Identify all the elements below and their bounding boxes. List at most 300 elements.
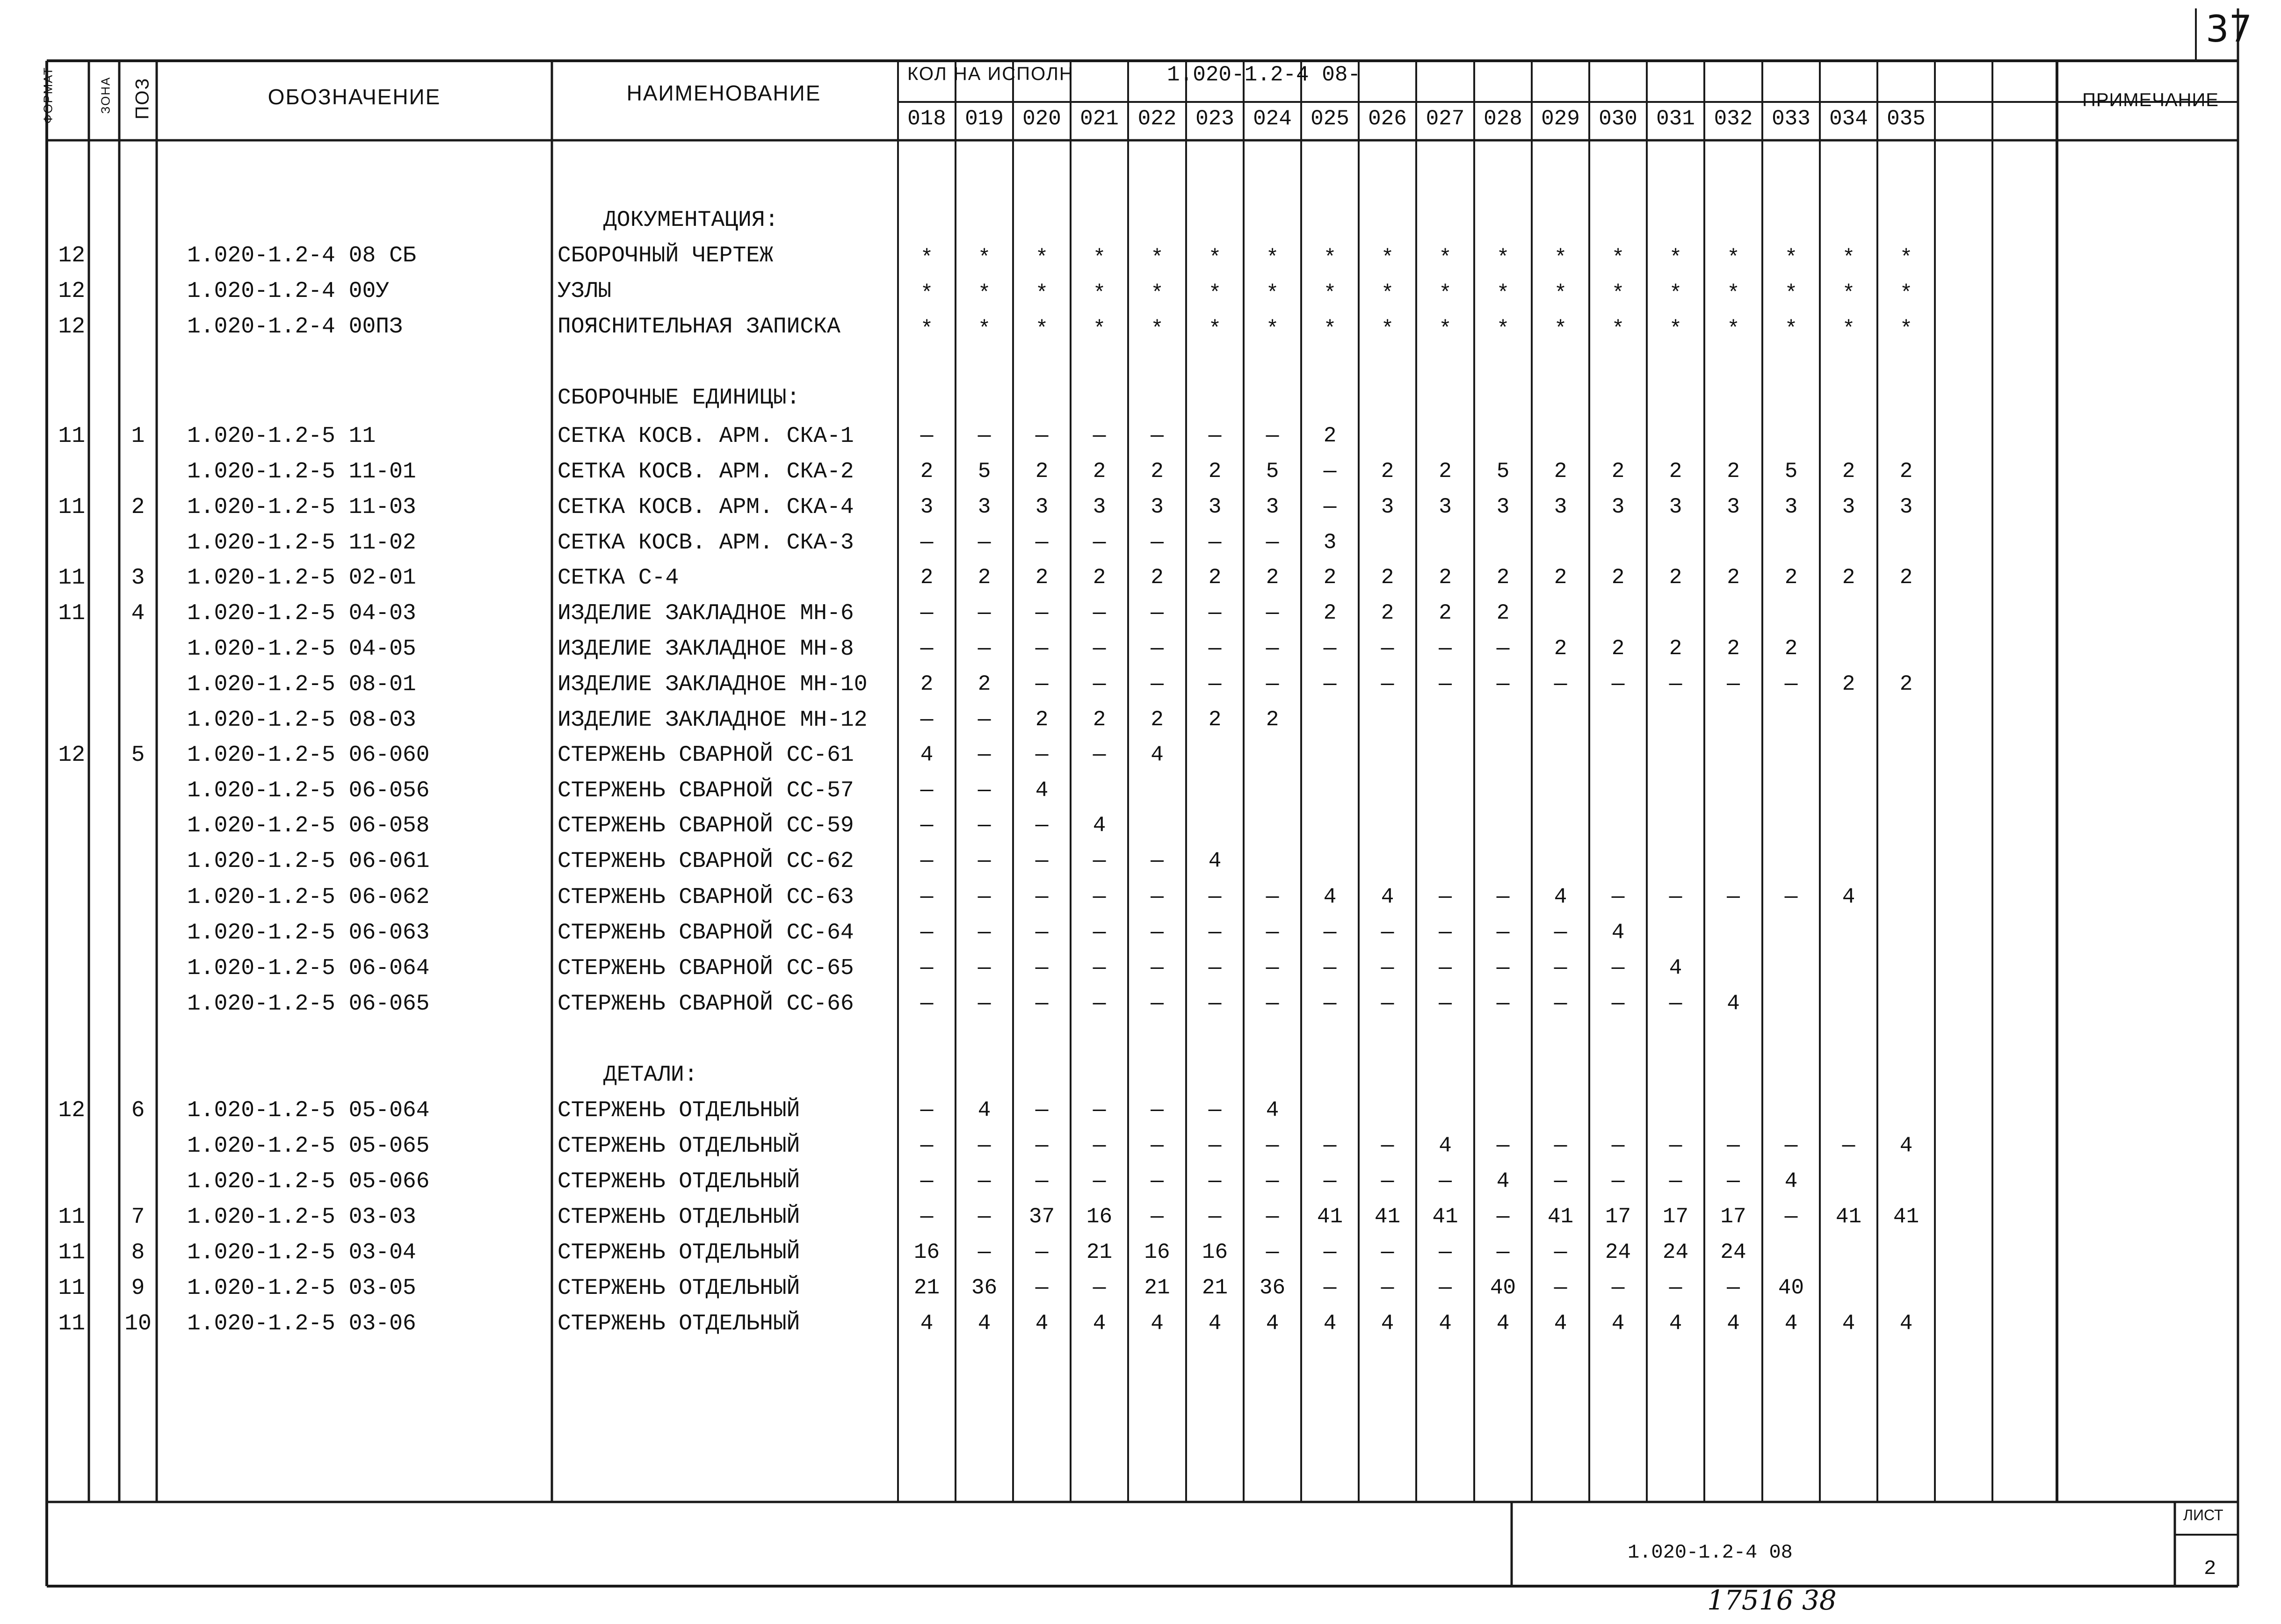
qty-cell: * <box>1842 281 1855 306</box>
qty-cell: — <box>978 1133 991 1158</box>
row-format: 12 <box>58 1098 85 1123</box>
row-designation: 1.020-1.2-5 03-04 <box>187 1240 416 1265</box>
qty-cell: * <box>1381 281 1394 306</box>
header-zone: ЗОНА <box>98 76 113 114</box>
row-name: ИЗДЕЛИЕ ЗАКЛАДНОЕ МН-12 <box>558 707 868 733</box>
qty-cell: — <box>1093 956 1106 980</box>
qty-cell: 2 <box>1208 565 1222 590</box>
qty-cell: — <box>1727 672 1740 696</box>
qty-cell: — <box>1439 956 1452 980</box>
qty-cell: 4 <box>1151 743 1164 767</box>
qty-cell: — <box>1669 672 1682 696</box>
qty-cell: 4 <box>1323 1311 1337 1335</box>
qty-cell: 16 <box>1086 1205 1113 1229</box>
row-format: 12 <box>58 279 85 304</box>
row-name: ПОЯСНИТЕЛЬНАЯ ЗАПИСКА <box>558 314 840 339</box>
qty-cell: * <box>1727 281 1740 306</box>
qty-cell: 2 <box>1727 636 1740 661</box>
row-name: ИЗДЕЛИЕ ЗАКЛАДНОЕ МН-6 <box>558 601 854 626</box>
version-header-cell: 026 <box>1368 107 1407 131</box>
qty-cell: 4 <box>1439 1311 1452 1335</box>
qty-cell: 4 <box>1093 1311 1106 1335</box>
qty-cell: * <box>1784 317 1798 341</box>
qty-cell: * <box>1611 317 1625 341</box>
qty-cell: 4 <box>1496 1169 1510 1193</box>
qty-cell: — <box>1439 672 1452 696</box>
qty-cell: 4 <box>1669 956 1682 980</box>
qty-cell: * <box>1035 281 1049 306</box>
qty-cell: 36 <box>971 1276 998 1300</box>
row-format: 11 <box>58 565 85 591</box>
qty-cell: 3 <box>1439 495 1452 519</box>
qty-cell: — <box>1323 1240 1337 1264</box>
qty-cell: 4 <box>1093 813 1106 837</box>
version-header-cell: 025 <box>1311 107 1349 131</box>
qty-cell: 2 <box>1208 459 1222 484</box>
qty-cell: 4 <box>1381 885 1394 909</box>
qty-cell: — <box>1554 991 1567 1016</box>
qty-cell: 2 <box>1035 707 1049 732</box>
row-designation: 1.020-1.2-5 06-060 <box>187 743 430 768</box>
qty-cell: * <box>1554 317 1567 341</box>
qty-cell: 2 <box>1842 459 1855 484</box>
qty-cell: 5 <box>1496 459 1510 484</box>
row-pos: 2 <box>131 495 145 520</box>
row-pos: 4 <box>131 601 145 626</box>
qty-cell: — <box>1496 885 1510 909</box>
qty-cell: 2 <box>1208 707 1222 732</box>
row-name: СТЕРЖЕНЬ СВАРНОЙ СС-62 <box>558 849 854 874</box>
qty-cell: — <box>920 1169 934 1193</box>
qty-cell: 4 <box>1554 885 1567 909</box>
qty-cell: — <box>920 778 934 802</box>
qty-cell: — <box>1439 920 1452 945</box>
row-designation: 1.020-1.2-5 06-065 <box>187 991 430 1017</box>
qty-cell: — <box>1035 849 1049 873</box>
qty-cell: * <box>978 281 991 306</box>
qty-cell: — <box>1496 672 1510 696</box>
row-name: СТЕРЖЕНЬ СВАРНОЙ СС-66 <box>558 991 854 1017</box>
qty-cell: 2 <box>1266 565 1279 590</box>
qty-cell: 2 <box>1035 565 1049 590</box>
qty-cell: — <box>1727 1133 1740 1158</box>
qty-cell: — <box>1093 743 1106 767</box>
qty-cell: — <box>1323 1133 1337 1158</box>
version-header-cell: 019 <box>965 107 1004 131</box>
qty-cell: — <box>1151 956 1164 980</box>
qty-cell: * <box>1266 281 1279 306</box>
qty-cell: * <box>1208 317 1222 341</box>
qty-cell: 4 <box>1208 849 1222 873</box>
qty-cell: * <box>1439 281 1452 306</box>
qty-cell: * <box>1151 246 1164 270</box>
row-name: СЕТКА КОСВ. АРМ. СКА-2 <box>558 459 854 484</box>
qty-cell: — <box>1035 743 1049 767</box>
handwritten-note: 17516 38 <box>1707 1584 1837 1616</box>
qty-cell: 4 <box>1266 1098 1279 1122</box>
qty-cell: * <box>1323 281 1337 306</box>
qty-cell: — <box>920 707 934 732</box>
qty-cell: — <box>1035 920 1049 945</box>
qty-cell: — <box>1669 1276 1682 1300</box>
qty-cell: — <box>978 530 991 555</box>
qty-cell: 2 <box>1439 459 1452 484</box>
row-format: 11 <box>58 601 85 626</box>
qty-cell: — <box>1381 672 1394 696</box>
qty-cell: — <box>1266 1240 1279 1264</box>
qty-cell: * <box>1611 246 1625 270</box>
qty-cell: — <box>1035 1240 1049 1264</box>
qty-cell: — <box>1323 495 1337 519</box>
qty-cell: 2 <box>920 459 934 484</box>
qty-cell: — <box>1727 1276 1740 1300</box>
qty-cell: 2 <box>1784 565 1798 590</box>
qty-cell: — <box>1669 1133 1682 1158</box>
qty-cell: — <box>1611 1276 1625 1300</box>
header-qty-label: КОЛ НА ИСПОЛН <box>907 64 1074 84</box>
qty-cell: — <box>1266 920 1279 945</box>
qty-cell: — <box>1727 885 1740 909</box>
qty-cell: 2 <box>1554 565 1567 590</box>
qty-cell: — <box>1323 920 1337 945</box>
qty-cell: 4 <box>1035 778 1049 802</box>
qty-cell: * <box>1727 317 1740 341</box>
qty-cell: — <box>920 813 934 837</box>
qty-cell: * <box>1323 317 1337 341</box>
qty-cell: — <box>1208 885 1222 909</box>
qty-cell: 2 <box>1439 565 1452 590</box>
qty-cell: — <box>1093 991 1106 1016</box>
qty-cell: — <box>1266 885 1279 909</box>
version-header-cell: 031 <box>1656 107 1695 131</box>
version-header-cell: 034 <box>1829 107 1868 131</box>
qty-cell: — <box>1208 1133 1222 1158</box>
header-designation: ОБОЗНАЧЕНИЕ <box>268 85 441 109</box>
qty-cell: — <box>1554 956 1567 980</box>
qty-cell: — <box>1266 1205 1279 1229</box>
qty-cell: — <box>1208 636 1222 661</box>
qty-cell: 4 <box>1899 1133 1913 1158</box>
qty-cell: — <box>1266 530 1279 555</box>
row-name: СЕТКА КОСВ. АРМ. СКА-4 <box>558 495 854 520</box>
row-designation: 1.020-1.2-4 00У <box>187 279 390 304</box>
qty-cell: — <box>1208 956 1222 980</box>
row-designation: 1.020-1.2-4 00ПЗ <box>187 314 403 339</box>
qty-cell: — <box>1266 1133 1279 1158</box>
qty-cell: * <box>1554 246 1567 270</box>
qty-cell: — <box>1093 920 1106 945</box>
qty-cell: 24 <box>1720 1240 1746 1264</box>
row-format: 11 <box>58 1240 85 1265</box>
sheet-value: 2 <box>2204 1557 2216 1581</box>
row-name: ДОКУМЕНТАЦИЯ: <box>603 208 779 233</box>
qty-cell: 3 <box>1266 495 1279 519</box>
qty-cell: * <box>1035 317 1049 341</box>
version-header-cell: 027 <box>1426 107 1465 131</box>
version-header-cell: 021 <box>1080 107 1119 131</box>
qty-cell: 2 <box>1899 565 1913 590</box>
qty-cell: — <box>1035 885 1049 909</box>
qty-cell: — <box>978 920 991 945</box>
qty-cell: — <box>1035 991 1049 1016</box>
row-format: 11 <box>58 424 85 449</box>
qty-cell: — <box>920 991 934 1016</box>
qty-cell: — <box>1784 1205 1798 1229</box>
qty-cell: * <box>1899 317 1913 341</box>
qty-cell: — <box>978 1205 991 1229</box>
row-designation: 1.020-1.2-5 06-056 <box>187 778 430 803</box>
qty-cell: 3 <box>1784 495 1798 519</box>
qty-cell: 2 <box>1727 459 1740 484</box>
row-format: 12 <box>58 243 85 268</box>
qty-cell: — <box>1093 601 1106 625</box>
row-designation: 1.020-1.2-5 05-066 <box>187 1169 430 1194</box>
qty-cell: 2 <box>1842 565 1855 590</box>
qty-cell: — <box>1208 920 1222 945</box>
row-name: СТЕРЖЕНЬ СВАРНОЙ СС-65 <box>558 956 854 981</box>
qty-cell: 2 <box>1266 707 1279 732</box>
version-header-cell: 035 <box>1887 107 1926 131</box>
qty-cell: * <box>978 246 991 270</box>
qty-cell: * <box>1208 281 1222 306</box>
qty-cell: 21 <box>1202 1276 1228 1300</box>
qty-cell: — <box>920 1098 934 1122</box>
qty-cell: — <box>1554 1240 1567 1264</box>
qty-cell: — <box>1266 424 1279 448</box>
qty-cell: — <box>1035 1098 1049 1122</box>
row-name: СТЕРЖЕНЬ ОТДЕЛЬНЫЙ <box>558 1133 800 1159</box>
qty-cell: — <box>1035 1276 1049 1300</box>
footer-doc: 1.020-1.2-4 08 <box>1628 1541 1793 1564</box>
qty-cell: 4 <box>1208 1311 1222 1335</box>
qty-cell: 4 <box>1842 885 1855 909</box>
qty-cell: 3 <box>1208 495 1222 519</box>
qty-cell: — <box>978 1169 991 1193</box>
qty-cell: — <box>1554 1133 1567 1158</box>
header-qty-doc: 1.020-1.2-4 08- <box>1167 63 1361 87</box>
row-name: СТЕРЖЕНЬ ОТДЕЛЬНЫЙ <box>558 1205 800 1230</box>
qty-cell: 2 <box>1151 565 1164 590</box>
qty-cell: 3 <box>1842 495 1855 519</box>
qty-cell: * <box>1151 281 1164 306</box>
row-format: 11 <box>58 495 85 520</box>
qty-cell: 4 <box>1784 1169 1798 1193</box>
header-pos: ПОЗ <box>132 77 153 120</box>
qty-cell: * <box>920 281 934 306</box>
qty-cell: 2 <box>1323 601 1337 625</box>
qty-cell: — <box>1035 1133 1049 1158</box>
qty-cell: * <box>978 317 991 341</box>
qty-cell: 17 <box>1605 1205 1631 1229</box>
row-designation: 1.020-1.2-5 11-03 <box>187 495 416 520</box>
qty-cell: 40 <box>1778 1276 1804 1300</box>
row-designation: 1.020-1.2-5 11-01 <box>187 459 416 484</box>
qty-cell: — <box>1669 1169 1682 1193</box>
qty-cell: — <box>1151 920 1164 945</box>
qty-cell: — <box>1496 991 1510 1016</box>
qty-cell: 3 <box>1093 495 1106 519</box>
row-pos: 1 <box>131 424 145 449</box>
qty-cell: — <box>978 424 991 448</box>
qty-cell: — <box>978 778 991 802</box>
row-designation: 1.020-1.2-5 06-062 <box>187 885 430 910</box>
row-name: СТЕРЖЕНЬ СВАРНОЙ СС-63 <box>558 885 854 910</box>
qty-cell: — <box>1496 956 1510 980</box>
qty-cell: — <box>1784 1133 1798 1158</box>
version-header-cell: 023 <box>1195 107 1234 131</box>
qty-cell: 3 <box>1381 495 1394 519</box>
qty-cell: 4 <box>1381 1311 1394 1335</box>
qty-cell: — <box>1323 991 1337 1016</box>
qty-cell: 2 <box>1669 636 1682 661</box>
qty-cell: — <box>1381 1169 1394 1193</box>
qty-cell: 4 <box>1784 1311 1798 1335</box>
row-designation: 1.020-1.2-5 06-061 <box>187 849 430 874</box>
qty-cell: 2 <box>1784 636 1798 661</box>
qty-cell: 3 <box>1899 495 1913 519</box>
row-format: 11 <box>58 1205 85 1230</box>
qty-cell: — <box>978 956 991 980</box>
qty-cell: — <box>1439 1276 1452 1300</box>
row-format: 12 <box>58 743 85 768</box>
qty-cell: * <box>1093 281 1106 306</box>
row-name: СТЕРЖЕНЬ СВАРНОЙ СС-59 <box>558 813 854 838</box>
qty-cell: — <box>1093 885 1106 909</box>
qty-cell: 4 <box>1151 1311 1164 1335</box>
qty-cell: 24 <box>1605 1240 1631 1264</box>
row-pos: 3 <box>131 565 145 591</box>
qty-cell: 2 <box>1323 424 1337 448</box>
qty-cell: — <box>1381 920 1394 945</box>
qty-cell: 21 <box>1144 1276 1170 1300</box>
qty-cell: — <box>1035 672 1049 696</box>
qty-cell: — <box>1323 672 1337 696</box>
qty-cell: 2 <box>1381 601 1394 625</box>
qty-cell: 41 <box>1317 1205 1343 1229</box>
qty-cell: — <box>1035 956 1049 980</box>
qty-cell: * <box>1784 246 1798 270</box>
qty-cell: — <box>1842 1133 1855 1158</box>
qty-cell: * <box>1784 281 1798 306</box>
qty-cell: — <box>1611 672 1625 696</box>
qty-cell: 2 <box>1611 459 1625 484</box>
row-name: СТЕРЖЕНЬ ОТДЕЛЬНЫЙ <box>558 1098 800 1123</box>
qty-cell: — <box>1611 956 1625 980</box>
qty-cell: 3 <box>1611 495 1625 519</box>
qty-cell: — <box>1496 1240 1510 1264</box>
qty-cell: — <box>1208 991 1222 1016</box>
qty-cell: 4 <box>1323 885 1337 909</box>
qty-cell: * <box>1439 246 1452 270</box>
qty-cell: — <box>1439 1169 1452 1193</box>
qty-cell: 4 <box>1899 1311 1913 1335</box>
row-designation: 1.020-1.2-4 08 СБ <box>187 243 416 268</box>
row-designation: 1.020-1.2-5 03-03 <box>187 1205 416 1230</box>
qty-cell: — <box>1266 672 1279 696</box>
qty-cell: * <box>1669 281 1682 306</box>
qty-cell: 3 <box>1323 530 1337 555</box>
row-name: ИЗДЕЛИЕ ЗАКЛАДНОЕ МН-10 <box>558 672 868 697</box>
qty-cell: — <box>1151 1169 1164 1193</box>
version-header-cell: 024 <box>1253 107 1292 131</box>
version-header-cell: 018 <box>907 107 946 131</box>
row-designation: 1.020-1.2-5 06-058 <box>187 813 430 838</box>
qty-cell: — <box>1784 672 1798 696</box>
qty-cell: — <box>1035 1169 1049 1193</box>
qty-cell: 4 <box>1611 1311 1625 1335</box>
qty-cell: — <box>1151 849 1164 873</box>
qty-cell: — <box>1035 424 1049 448</box>
qty-cell: 16 <box>1144 1240 1170 1264</box>
qty-cell: — <box>1093 849 1106 873</box>
row-designation: 1.020-1.2-5 03-05 <box>187 1276 416 1301</box>
qty-cell: 4 <box>1496 1311 1510 1335</box>
qty-cell: — <box>1208 1098 1222 1122</box>
header-name: НАИМЕНОВАНИЕ <box>626 81 821 105</box>
header-note: ПРИМЕЧАНИЕ <box>2082 90 2219 110</box>
qty-cell: 2 <box>1035 459 1049 484</box>
qty-cell: * <box>1093 246 1106 270</box>
qty-cell: — <box>1381 636 1394 661</box>
qty-cell: — <box>1669 885 1682 909</box>
qty-cell: — <box>1554 672 1567 696</box>
qty-cell: * <box>1669 246 1682 270</box>
qty-cell: 2 <box>1381 565 1394 590</box>
qty-cell: — <box>920 601 934 625</box>
qty-cell: — <box>920 849 934 873</box>
qty-cell: 2 <box>1093 707 1106 732</box>
qty-cell: 24 <box>1662 1240 1689 1264</box>
qty-cell: 4 <box>920 743 934 767</box>
qty-cell: * <box>1381 317 1394 341</box>
row-pos: 7 <box>131 1205 145 1230</box>
qty-cell: — <box>1496 636 1510 661</box>
qty-cell: — <box>978 885 991 909</box>
row-designation: 1.020-1.2-5 04-03 <box>187 601 416 626</box>
qty-cell: * <box>1727 246 1740 270</box>
qty-cell: — <box>1496 1133 1510 1158</box>
qty-cell: 2 <box>1727 565 1740 590</box>
row-designation: 1.020-1.2-5 02-01 <box>187 565 416 591</box>
qty-cell: 2 <box>1554 459 1567 484</box>
qty-cell: — <box>1439 1240 1452 1264</box>
row-name: ДЕТАЛИ: <box>603 1062 698 1088</box>
qty-cell: 5 <box>1266 459 1279 484</box>
row-designation: 1.020-1.2-5 05-065 <box>187 1133 430 1159</box>
qty-cell: * <box>1496 317 1510 341</box>
qty-cell: — <box>978 813 991 837</box>
qty-cell: 2 <box>978 565 991 590</box>
qty-cell: — <box>1727 1169 1740 1193</box>
qty-cell: 2 <box>1323 565 1337 590</box>
row-designation: 1.020-1.2-5 08-03 <box>187 707 416 733</box>
row-pos: 8 <box>131 1240 145 1265</box>
qty-cell: — <box>1611 991 1625 1016</box>
qty-cell: 41 <box>1835 1205 1862 1229</box>
qty-cell: 2 <box>1842 672 1855 696</box>
qty-cell: * <box>1496 246 1510 270</box>
qty-cell: 5 <box>978 459 991 484</box>
qty-cell: — <box>1208 424 1222 448</box>
qty-cell: — <box>978 601 991 625</box>
qty-cell: — <box>1151 424 1164 448</box>
row-designation: 1.020-1.2-5 05-064 <box>187 1098 430 1123</box>
qty-cell: 2 <box>1439 601 1452 625</box>
row-designation: 1.020-1.2-5 08-01 <box>187 672 416 697</box>
qty-cell: * <box>1151 317 1164 341</box>
version-header-cell: 032 <box>1714 107 1753 131</box>
qty-cell: — <box>1035 636 1049 661</box>
